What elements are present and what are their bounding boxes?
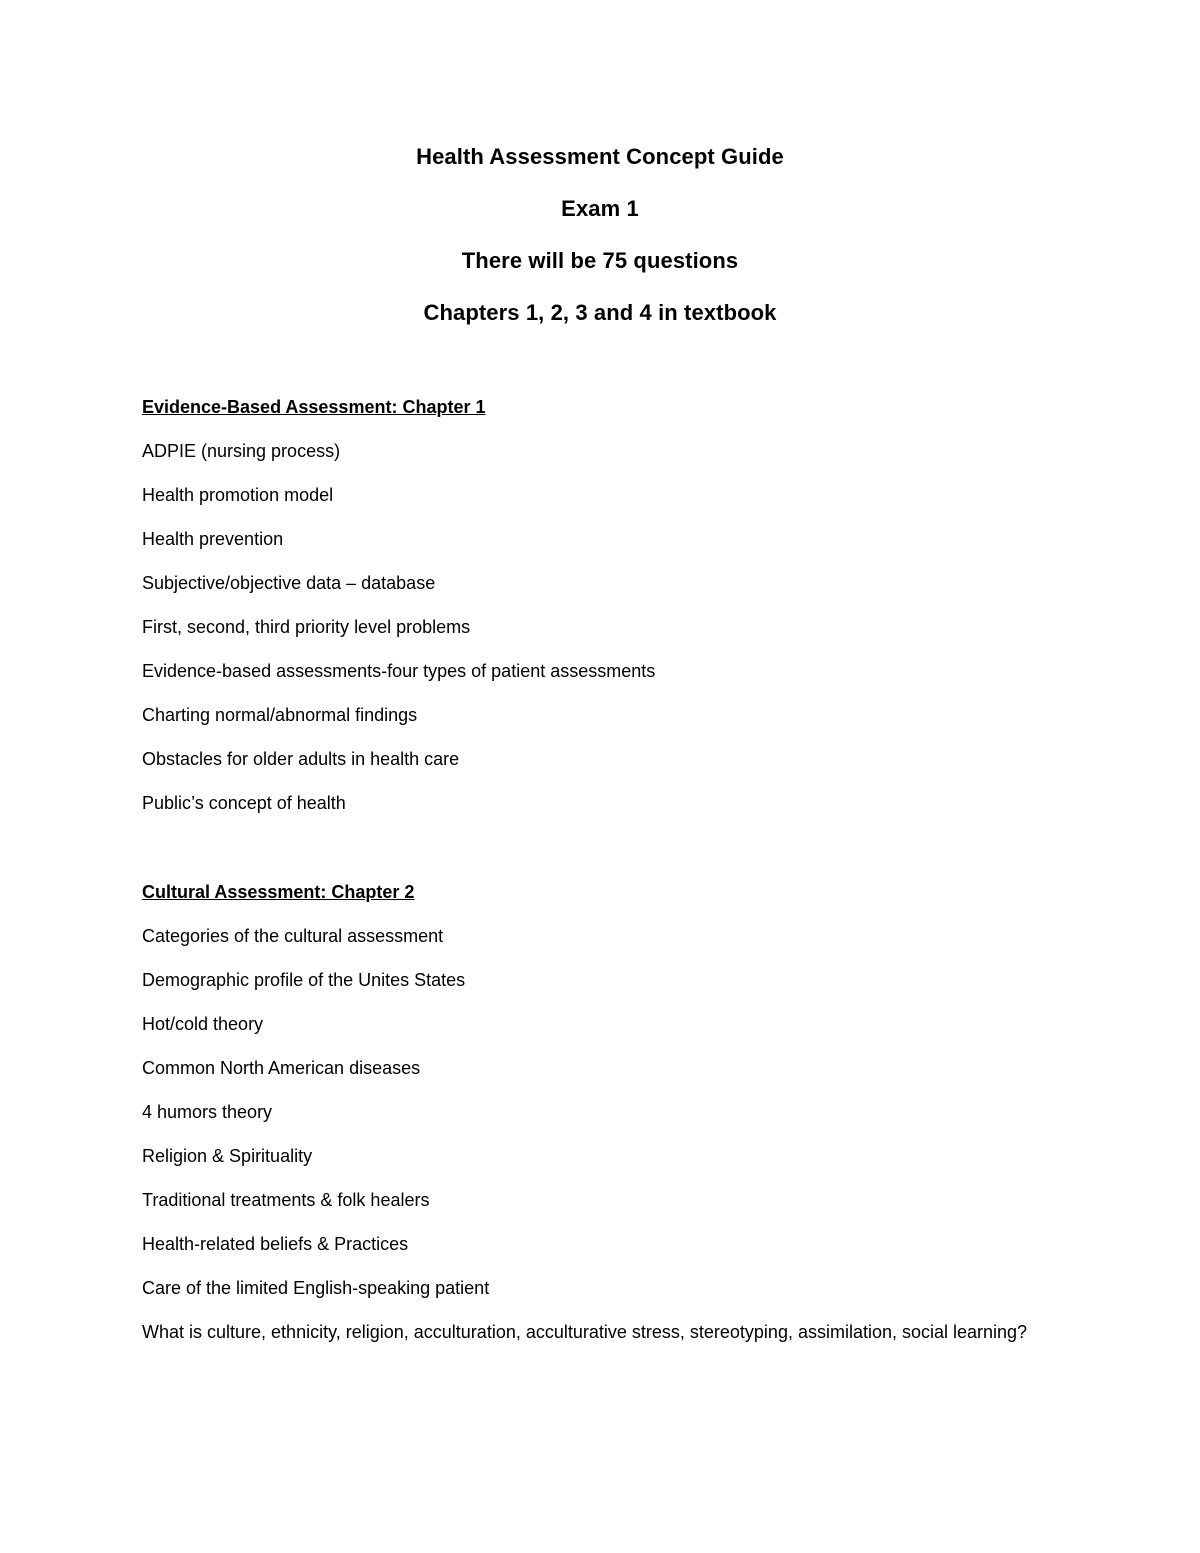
list-item: Health-related beliefs & Practices <box>142 1234 409 1254</box>
list-item: Traditional treatments & folk healers <box>142 1190 430 1210</box>
list-item: Demographic profile of the Unites States <box>142 970 466 990</box>
section-heading: Evidence-Based Assessment: Chapter 1 <box>142 397 486 417</box>
list-item: Health prevention <box>142 529 284 549</box>
list-item: Evidence-based assessments-four types of patient assessments <box>142 661 656 681</box>
list-item: Care of the limited English-speaking patient <box>142 1278 490 1298</box>
document-title: Health Assessment Concept Guide <box>416 144 784 169</box>
list-item: Charting normal/abnormal findings <box>142 705 418 725</box>
list-item: Religion & Spirituality <box>142 1146 313 1166</box>
list-item: Public’s concept of health <box>142 793 346 813</box>
list-item: Categories of the cultural assessment <box>142 926 444 946</box>
list-item: First, second, third priority level problems <box>142 617 471 637</box>
list-item: 4 humors theory <box>142 1102 273 1122</box>
exam-label: Exam 1 <box>561 196 639 221</box>
section-heading: Cultural Assessment: Chapter 2 <box>142 882 415 902</box>
list-item: ADPIE (nursing process) <box>142 441 341 461</box>
section-evidence-based-assessment <box>142 394 1052 834</box>
title-block <box>0 142 1200 350</box>
list-item: Hot/cold theory <box>142 1014 264 1034</box>
question-count: There will be 75 questions <box>461 248 739 273</box>
section-cultural-assessment <box>142 879 1052 1363</box>
list-item: Health promotion model <box>142 485 334 505</box>
list-item: Obstacles for older adults in health care <box>142 749 460 769</box>
list-item: What is culture, ethnicity, religion, acculturation, acculturative stress, stereotyping, assimilation, social learning? <box>142 1322 1028 1342</box>
list-item: Subjective/objective data – database <box>142 573 436 593</box>
list-item: Common North American diseases <box>142 1058 421 1078</box>
chapter-scope: Chapters 1, 2, 3 and 4 in textbook <box>423 300 777 325</box>
